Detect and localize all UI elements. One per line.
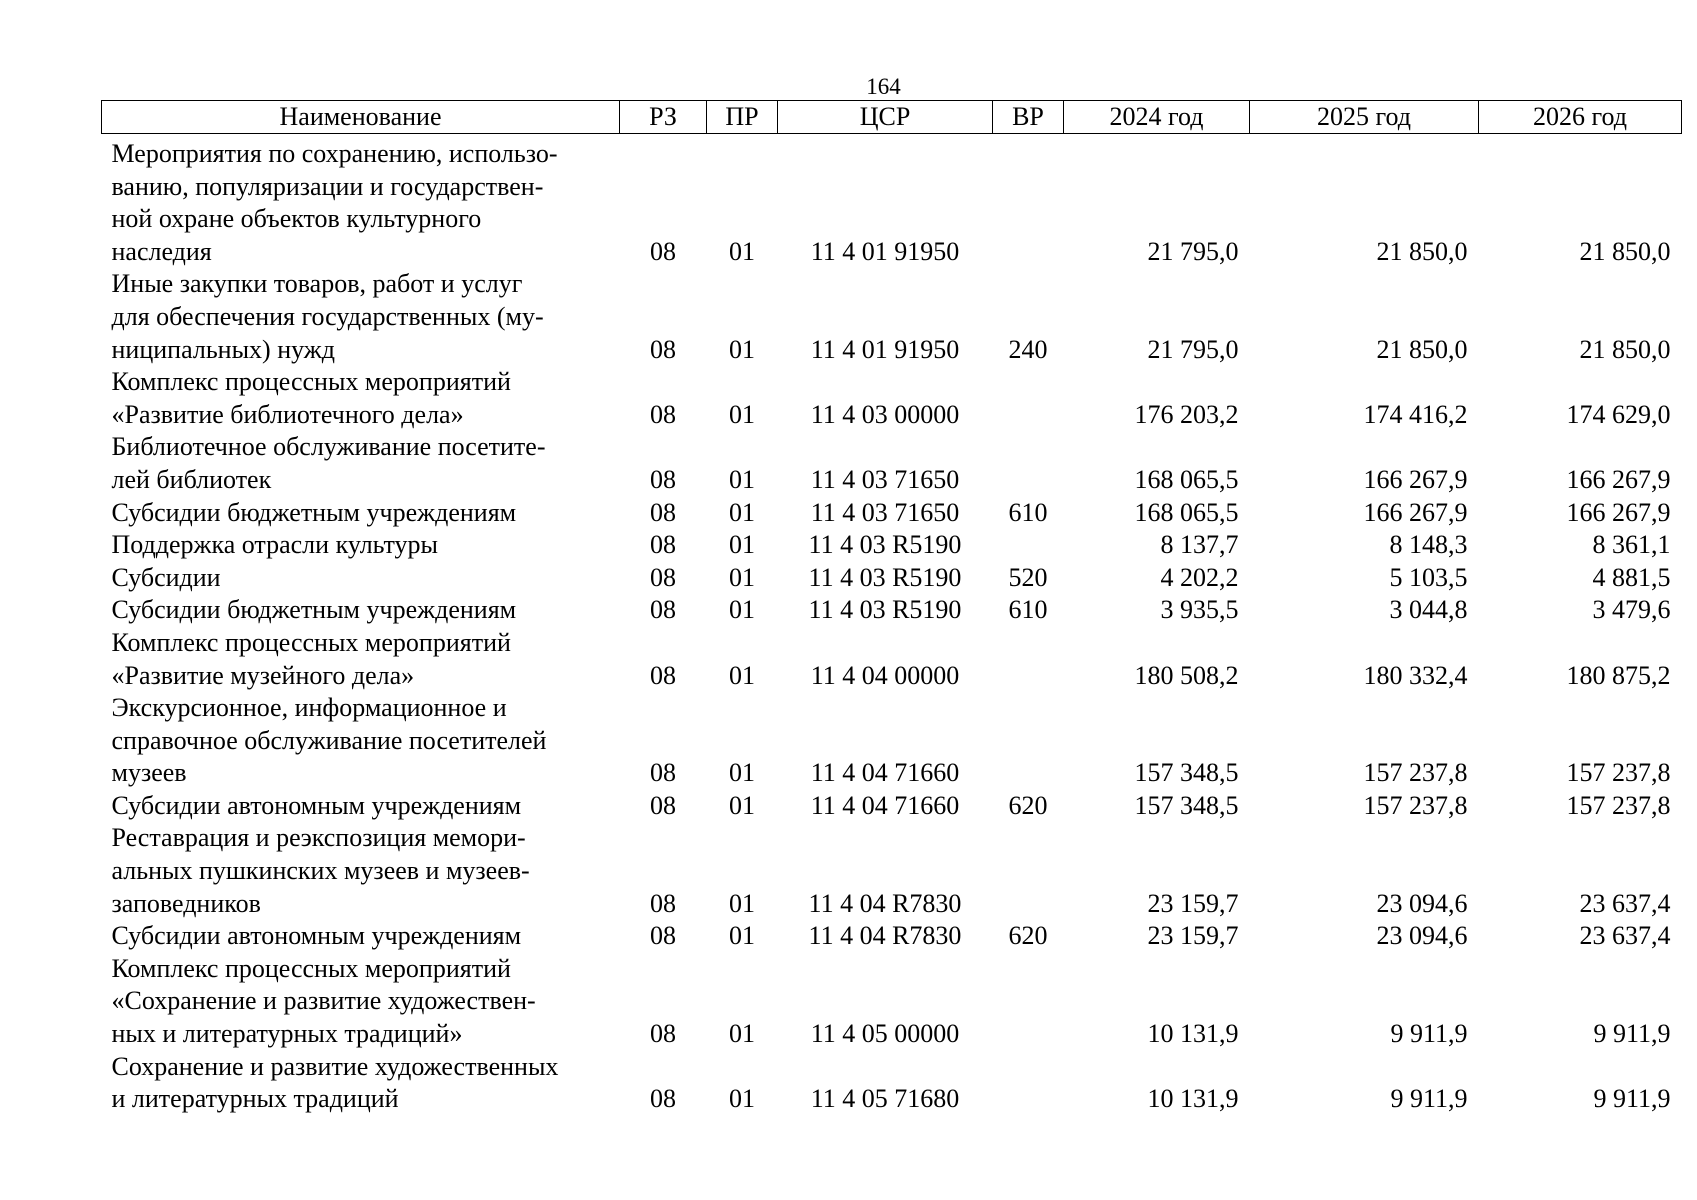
name-line: Субсидии автономным учреждениям — [111, 790, 522, 820]
header-rz: РЗ — [620, 101, 707, 134]
cell-2025: 157 237,8 — [1363, 758, 1468, 788]
header-2025: 2025 год — [1250, 101, 1479, 134]
cell-vr: 620 — [1008, 921, 1048, 951]
table-row — [102, 497, 1682, 530]
cell-csr: 11 4 04 R7830 — [808, 888, 962, 918]
cell-vr — [993, 366, 1064, 431]
cell-rz: 08 — [650, 334, 676, 364]
name-line: Комплекс процессных мероприятий — [111, 627, 511, 657]
name-line: «Развитие музейного дела» — [111, 660, 415, 690]
cell-2025: 157 237,8 — [1363, 790, 1468, 820]
cell-name — [102, 692, 620, 790]
cell-csr: 11 4 01 91950 — [810, 334, 960, 364]
name-line: Мероприятия по сохранению, использо- — [111, 139, 558, 168]
cell-2024: 23 159,7 — [1147, 921, 1239, 951]
cell-rz: 08 — [650, 595, 676, 625]
header-csr: ЦСР — [778, 101, 993, 134]
cell-pr: 01 — [729, 464, 755, 494]
cell-2024: 21 795,0 — [1147, 334, 1239, 364]
cell-2025: 9 911,9 — [1390, 1019, 1468, 1049]
table-row — [102, 822, 1682, 920]
cell-2026: 9 911,9 — [1593, 1019, 1671, 1049]
table-row — [102, 594, 1682, 627]
name-line: «Сохранение и развитие художествен- — [111, 986, 536, 1016]
name-line: наследия — [111, 236, 212, 266]
cell-rz: 08 — [650, 660, 676, 690]
cell-vr — [993, 431, 1064, 496]
table-row — [102, 366, 1682, 431]
cell-2026: 157 237,8 — [1566, 790, 1671, 820]
cell-2026: 180 875,2 — [1566, 660, 1671, 690]
cell-name — [102, 431, 620, 496]
name-line: Экскурсионное, информационное и — [111, 693, 507, 723]
cell-vr — [993, 953, 1064, 1051]
cell-rz: 08 — [650, 236, 676, 266]
cell-pr: 01 — [729, 236, 755, 266]
name-line: заповедников — [111, 888, 261, 918]
name-line: Реставрация и реэкспозиция мемори- — [111, 823, 526, 853]
name-line: Сохранение и развитие художественных — [111, 1051, 559, 1081]
cell-2025: 3 044,8 — [1389, 595, 1468, 625]
cell-pr: 01 — [729, 595, 755, 625]
cell-2026: 166 267,9 — [1566, 497, 1671, 527]
cell-2024: 10 131,9 — [1147, 1019, 1239, 1049]
cell-2026: 4 881,5 — [1592, 562, 1671, 592]
cell-2024: 3 935,5 — [1160, 595, 1239, 625]
cell-vr — [993, 627, 1064, 692]
cell-2026: 23 637,4 — [1579, 888, 1671, 918]
cell-pr: 01 — [729, 921, 755, 951]
cell-csr: 11 4 03 71650 — [810, 497, 960, 527]
cell-2025: 5 103,5 — [1389, 562, 1468, 592]
cell-name — [102, 627, 620, 692]
table-row — [102, 920, 1682, 953]
cell-2025: 166 267,9 — [1363, 497, 1468, 527]
cell-2024: 23 159,7 — [1147, 888, 1239, 918]
table-row — [102, 790, 1682, 823]
cell-pr: 01 — [729, 334, 755, 364]
cell-rz: 08 — [650, 464, 676, 494]
cell-pr: 01 — [729, 399, 755, 429]
name-line: Субсидии автономным учреждениям — [111, 921, 522, 951]
cell-csr: 11 4 04 71660 — [810, 790, 960, 820]
cell-rz: 08 — [650, 497, 676, 527]
name-line: альных пушкинских музеев и музеев- — [111, 856, 530, 886]
cell-2024: 4 202,2 — [1160, 562, 1239, 592]
name-line: Субсидии бюджетным учреждениям — [111, 595, 517, 625]
header-pr: ПР — [707, 101, 778, 134]
table-row — [102, 268, 1682, 366]
cell-pr: 01 — [729, 758, 755, 788]
cell-2024: 168 065,5 — [1134, 497, 1239, 527]
name-line: «Развитие библиотечного дела» — [111, 399, 464, 429]
cell-2026: 157 237,8 — [1566, 758, 1671, 788]
name-line: ных и литературных традиций» — [111, 1019, 463, 1049]
cell-2024: 168 065,5 — [1134, 464, 1239, 494]
cell-2025: 9 911,9 — [1390, 1084, 1468, 1114]
name-line: музеев — [111, 758, 187, 788]
name-line: ниципальных) нужд — [111, 334, 335, 364]
cell-2025: 23 094,6 — [1376, 888, 1468, 918]
cell-csr: 11 4 03 R5190 — [808, 530, 962, 560]
cell-2024: 8 137,7 — [1160, 530, 1239, 560]
cell-rz: 08 — [650, 399, 676, 429]
cell-csr: 11 4 04 R7830 — [808, 921, 962, 951]
name-line: Поддержка отрасли культуры — [111, 530, 439, 560]
name-line: Субсидии — [111, 562, 221, 592]
cell-pr: 01 — [729, 562, 755, 592]
table-row — [102, 529, 1682, 562]
cell-rz: 08 — [650, 530, 676, 560]
header-row — [102, 101, 1682, 134]
cell-pr: 01 — [729, 1084, 755, 1114]
cell-rz: 08 — [650, 921, 676, 951]
cell-vr: 610 — [1008, 497, 1048, 527]
cell-csr: 11 4 05 71680 — [810, 1084, 960, 1114]
cell-2025: 21 850,0 — [1376, 236, 1468, 266]
cell-name — [102, 920, 620, 953]
table-row — [102, 431, 1682, 496]
cell-2026: 21 850,0 — [1579, 236, 1671, 266]
cell-name — [102, 953, 620, 1051]
cell-2026: 174 629,0 — [1566, 399, 1671, 429]
cell-vr — [993, 822, 1064, 920]
cell-vr: 520 — [1008, 562, 1048, 592]
cell-rz: 08 — [650, 888, 676, 918]
cell-2026: 23 637,4 — [1579, 921, 1671, 951]
cell-2024: 180 508,2 — [1134, 660, 1239, 690]
cell-rz: 08 — [650, 1019, 676, 1049]
cell-rz: 08 — [650, 790, 676, 820]
cell-2025: 21 850,0 — [1376, 334, 1468, 364]
cell-name — [102, 268, 620, 366]
cell-pr: 01 — [729, 530, 755, 560]
cell-rz: 08 — [650, 562, 676, 592]
cell-name — [102, 134, 620, 269]
cell-2024: 157 348,5 — [1134, 758, 1239, 788]
cell-2024: 21 795,0 — [1147, 236, 1239, 266]
table-row — [102, 627, 1682, 692]
name-line: ной охране объектов культурного — [111, 204, 482, 234]
cell-vr: 620 — [1008, 790, 1048, 820]
cell-2026: 8 361,1 — [1592, 530, 1671, 560]
name-line: Библиотечное обслуживание посетите- — [111, 432, 546, 462]
cell-2025: 166 267,9 — [1363, 464, 1468, 494]
cell-2025: 8 148,3 — [1389, 530, 1468, 560]
cell-csr: 11 4 03 00000 — [810, 399, 960, 429]
budget-table — [101, 100, 1682, 1116]
cell-2026: 9 911,9 — [1593, 1084, 1671, 1114]
header-vr: ВР — [993, 101, 1064, 134]
name-line: для обеспечения государственных (му- — [111, 301, 544, 331]
name-line: лей библиотек — [111, 464, 272, 494]
cell-name — [102, 562, 620, 595]
cell-2024: 176 203,2 — [1134, 399, 1239, 429]
cell-csr: 11 4 01 91950 — [810, 236, 960, 266]
cell-name — [102, 822, 620, 920]
table-row — [102, 562, 1682, 595]
cell-pr: 01 — [729, 497, 755, 527]
cell-2026: 166 267,9 — [1566, 464, 1671, 494]
name-line: Комплекс процессных мероприятий — [111, 953, 511, 983]
name-line: Иные закупки товаров, работ и услуг — [111, 269, 523, 299]
table-row — [102, 1051, 1682, 1116]
page-number: 164 — [866, 74, 901, 99]
cell-2024: 10 131,9 — [1147, 1084, 1239, 1114]
cell-2025: 23 094,6 — [1376, 921, 1468, 951]
cell-pr: 01 — [729, 888, 755, 918]
table-header — [102, 101, 1682, 134]
cell-csr: 11 4 03 R5190 — [808, 562, 962, 592]
cell-rz: 08 — [650, 758, 676, 788]
cell-vr: 240 — [1008, 334, 1048, 364]
header-2026: 2026 год — [1479, 101, 1682, 134]
table-body — [102, 134, 1682, 1116]
name-line: Комплекс процессных мероприятий — [111, 367, 511, 397]
cell-name — [102, 594, 620, 627]
name-line: и литературных традиций — [111, 1084, 399, 1114]
cell-pr: 01 — [729, 1019, 755, 1049]
cell-vr — [993, 134, 1064, 269]
cell-name — [102, 529, 620, 562]
name-line: ванию, популяризации и государствен- — [111, 171, 544, 201]
cell-vr — [993, 1051, 1064, 1116]
header-name: Наименование — [102, 101, 620, 134]
name-line: Субсидии бюджетным учреждениям — [111, 497, 517, 527]
table-row — [102, 692, 1682, 790]
cell-pr: 01 — [729, 660, 755, 690]
cell-csr: 11 4 05 00000 — [810, 1019, 960, 1049]
cell-name — [102, 497, 620, 530]
cell-csr: 11 4 04 71660 — [810, 758, 960, 788]
header-2024: 2024 год — [1064, 101, 1250, 134]
name-line: справочное обслуживание посетителей — [111, 725, 547, 755]
cell-vr: 610 — [1008, 595, 1048, 625]
cell-2024: 157 348,5 — [1134, 790, 1239, 820]
table-row — [102, 953, 1682, 1051]
cell-2025: 174 416,2 — [1363, 399, 1468, 429]
cell-csr: 11 4 03 71650 — [810, 464, 960, 494]
cell-name — [102, 790, 620, 823]
table-row — [102, 134, 1682, 269]
cell-pr: 01 — [729, 790, 755, 820]
cell-csr: 11 4 04 00000 — [810, 660, 960, 690]
cell-csr: 11 4 03 R5190 — [808, 595, 962, 625]
cell-vr — [993, 692, 1064, 790]
cell-2026: 21 850,0 — [1579, 334, 1671, 364]
cell-2026: 3 479,6 — [1592, 595, 1671, 625]
cell-2025: 180 332,4 — [1363, 660, 1468, 690]
cell-vr — [993, 529, 1064, 562]
cell-name — [102, 366, 620, 431]
cell-rz: 08 — [650, 1084, 676, 1114]
cell-name — [102, 1051, 620, 1116]
